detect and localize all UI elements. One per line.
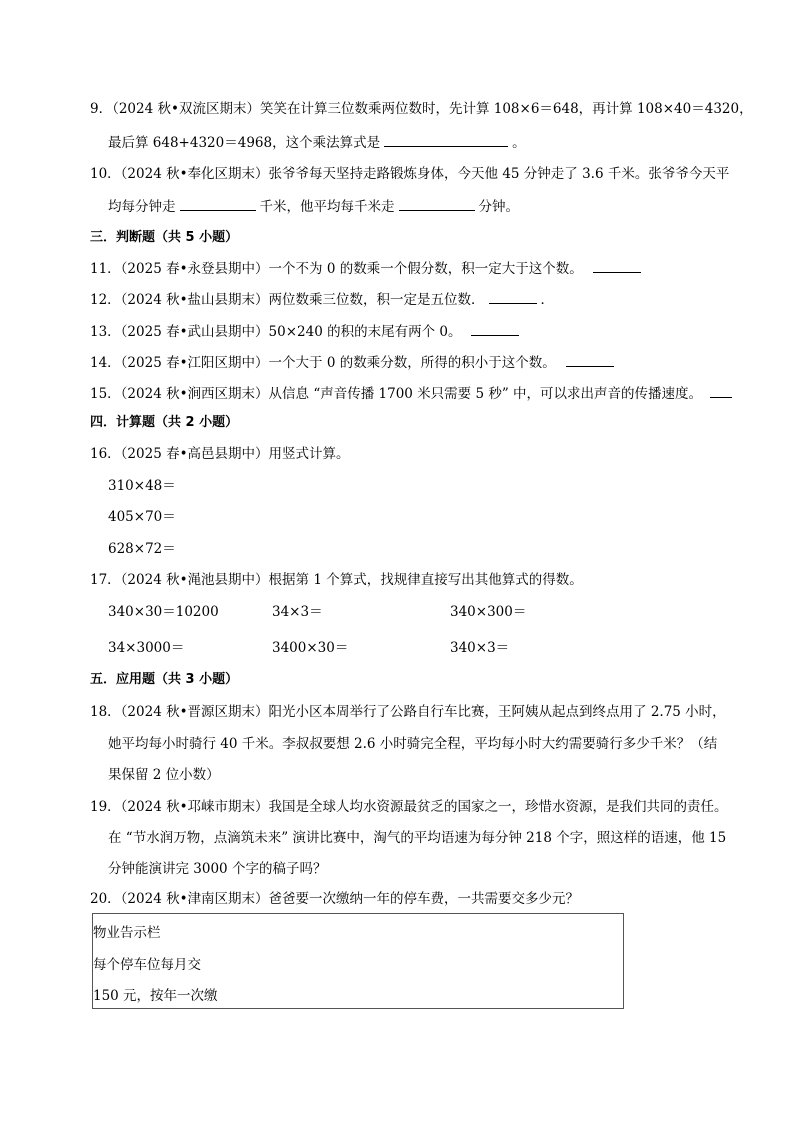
q11 xyxy=(90,259,645,278)
q9-line2-text: 最后算 648+4320＝4968，这个乘法算式是 xyxy=(108,135,381,151)
q16-item-3: 628×72＝ xyxy=(108,541,176,557)
section-heading-application: 五．应用题（共 3 小题） xyxy=(90,672,239,687)
q17-row1-col2: 34×3＝ xyxy=(272,604,323,620)
q12-answer-blank[interactable] xyxy=(489,290,537,304)
notice-line-3: 150 元，按年一次缴 xyxy=(93,988,218,1004)
q19-line3: 分钟能演讲完 3000 个字的稿子吗？ xyxy=(108,861,327,877)
q15-answer-blank[interactable] xyxy=(710,384,732,398)
q14-text: 14．（2025 春•江阳区期中）一个大于 0 的数乘分数，所得的积小于这个数。 xyxy=(90,355,556,371)
q17-row2-col3: 340×3＝ xyxy=(450,640,510,656)
q18-line3: 果保留 2 位小数） xyxy=(108,767,220,783)
q14-answer-blank[interactable] xyxy=(566,353,614,367)
q11-answer-blank[interactable] xyxy=(593,259,641,273)
q12-text: 12．（2024 秋•盐山县期末）两位数乘三位数，积一定是五位数． xyxy=(90,292,485,308)
q19-line1: 19．（2024 秋•邛崃市期末）我国是全球人均水资源最贫乏的国家之一，珍惜水资源，是我们共同的责任。 xyxy=(90,799,728,815)
q16-title: 16．（2025 春•高邑县期中）用竖式计算。 xyxy=(90,446,350,462)
q10-line2 xyxy=(108,197,519,216)
q16-item-1: 310×48＝ xyxy=(108,478,176,494)
q10-answer-blank-1[interactable] xyxy=(180,197,256,211)
notice-line-2: 每个停车位每月交 xyxy=(93,957,201,973)
q17-row2-col2: 3400×30＝ xyxy=(272,640,349,656)
section-heading-judgement: 三．判断题（共 5 小题） xyxy=(90,230,239,245)
q15 xyxy=(90,384,736,403)
q15-text: 15．（2024 秋•涧西区期末）从信息 “声音传播 1700 米只需要 5 秒” 中，可以求出声音的传播速度。 xyxy=(90,386,703,402)
section-heading-calculation: 四．计算题（共 2 小题） xyxy=(90,415,239,430)
q13-answer-blank[interactable] xyxy=(471,322,519,336)
q11-text: 11．（2025 春•永登县期中）一个不为 0 的数乘一个假分数，积一定大于这个数。 xyxy=(90,261,583,277)
q13-text: 13．（2025 春•武山县期中）50×240 的积的末尾有两个 0。 xyxy=(90,324,462,340)
notice-line-1: 物业告示栏 xyxy=(93,925,161,941)
q10-line2-text-b: 千米，他平均每千米走 xyxy=(259,199,395,215)
q9-line2 xyxy=(108,133,526,152)
q12 xyxy=(90,290,554,309)
q19-line2: 在 “节水润万物，点滴筑未来” 演讲比赛中，淘气的平均语速为每分钟 218 个字，照这样的语速，他 15 xyxy=(108,830,727,846)
q16-item-2: 405×70＝ xyxy=(108,509,176,525)
notice-board-box xyxy=(92,913,624,1009)
q13 xyxy=(90,322,523,341)
q9-line1: 9．（2024 秋•双流区期末）笑笑在计算三位数乘两位数时，先计算 108×6＝648，再计算 108×40＝4320， xyxy=(90,101,753,117)
q12-end: ． xyxy=(540,292,555,308)
q10-answer-blank-2[interactable] xyxy=(399,197,475,211)
q10-line2-text-c: 分钟。 xyxy=(478,199,519,215)
q20-title: 20．（2024 秋•津南区期末）爸爸要一次缴纳一年的停车费，一共需要交多少元？ xyxy=(90,891,580,907)
q10-line1: 10．（2024 秋•奉化区期末）张爷爷每天坚持走路锻炼身体，今天他 45 分钟走了 3.6 千米。张爷爷今天平 xyxy=(90,166,730,182)
q18-line2: 她平均每小时骑行 40 千米。李叔叔要想 2.6 小时骑完全程，平均每小时大约需要骑行多少千米？（结 xyxy=(108,736,718,752)
q17-row1-col3: 340×300＝ xyxy=(450,604,527,620)
q18-line1: 18．（2024 秋•晋源区期末）阳光小区本周举行了公路自行车比赛，王阿姨从起点到终点用了 2.75 小时， xyxy=(90,704,726,720)
q14 xyxy=(90,353,618,372)
q17-row2-col1: 34×3000＝ xyxy=(108,640,185,656)
q17-title: 17．（2024 秋•渑池县期中）根据第 1 个算式，找规律直接写出其他算式的得数。 xyxy=(90,572,583,588)
q10-line2-text-a: 均每分钟走 xyxy=(108,199,176,215)
q17-row1-col1: 340×30＝10200 xyxy=(108,604,219,620)
q9-answer-blank[interactable] xyxy=(384,133,508,147)
q9-line2-end: 。 xyxy=(512,135,526,151)
